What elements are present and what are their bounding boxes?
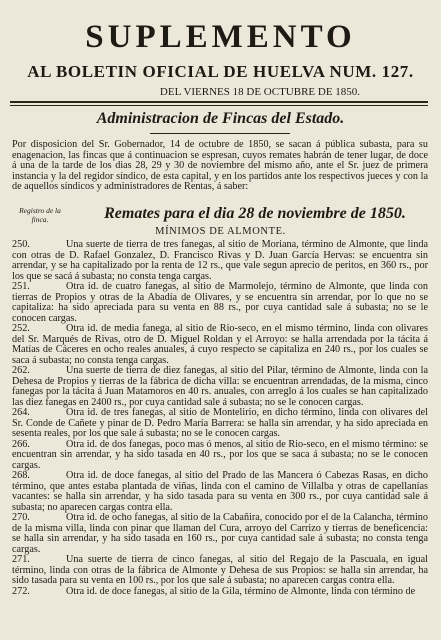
entry-text: Otra id. de doce fanegas, al sitio de la Gila, término de Almonte, linda con término de <box>66 585 416 597</box>
registry-number: 262. <box>12 365 30 376</box>
registry-number: 270. <box>12 512 30 523</box>
header-rule-thick <box>10 101 428 103</box>
entry-text: Otra id. de ocho fanegas, al sitio de la Cabañira, conocido por el de la Calancha, término de la misma villa, linda con pinar que llaman del Cura, arroyo del Carrizo y tierras de beneficencia: se halla sin arrendar, y ha sido tasada en 160 rs., por cuya cantidad sale á subasta; no consta tenga cargas. <box>12 512 428 555</box>
entry-text: Otra id. de cuatro fanegas, al sitio de Marmolejo, término de Almonte, que linda con tierras de Propios y otras de la Abadía de Olivares, y se encuentra sin arrendar, por lo que no se capitaliza: ha sido apreciada para su venta en 88 rs., por cuya cantidad sale á subasta; no se le conocen cargas. <box>12 281 428 324</box>
intro-paragraph: Por disposicion del Sr. Gobernador, 14 de octubre de 1850, se sacan á pública subasta, para su enagenacion, las fincas que á continuacion se espresan, cuyos remates habrán de tener lugar, de doce á una de la tarde de los dias 28, 29 y 30 de noviembre del mismo año, ante el Sr. juez de primera instancia y la del regidor síndico, de esta capital, y en los partidos ante los respectivos jueces y con la de aquellos síndicos y administradores de Rentas, á saber: <box>12 139 428 193</box>
entry-text: Una suerte de tierra de tres fanegas, al sitio de Moriana, término de Almonte, que linda con otras de D. Rafael Gonzalez, D. Francisco Rivas y D. Juan García Hervas: se encuentra sin arrendar, y se ha capitalizado por la renta de 12 rs., que vale segun aprecio de peritos, en 360 rs., por los que se sacá á subasta; no consta tenga cargas. <box>12 239 428 282</box>
registry-number: 271. <box>12 554 30 565</box>
entry-text: Una suerte de tierra de cinco fanegas, al sitio del Regajo de la Pascuala, en igual término, linda con otras de la fábrica de Almonte y Dehesa de sus Propios: se halla sin arrendar, ha sido tasada para su venta en 100 rs., por los que sale á subasta; no aparecen cargas contra ella. <box>12 554 428 586</box>
supplement-title: SUPLEMENTO <box>85 19 356 55</box>
registry-margin-label: Registro de la finca. <box>19 206 61 224</box>
place-heading: MÍNIMOS DE ALMONTE. <box>155 226 286 237</box>
registry-number: 268. <box>12 470 30 481</box>
registry-number: 250. <box>12 239 30 250</box>
entry-text: Otra id. de media fanega, al sitio de Rio-seco, en el mismo término, linda con olivares del Sr. Marqués de Rivas, otro de D. Miguel Roldan y el Arroyo: se halla arrendada por la tácita á Matías de Cáceres en ocho reales anuales, á cuyo respecto se capitaliza en 240 rs., por los cuales se saca á subasta; no consta tenga cargas. <box>12 323 428 366</box>
registry-number: 251. <box>12 281 30 292</box>
list-item <box>12 513 428 555</box>
entries-list <box>12 240 428 597</box>
dateline: DEL VIERNES 18 DE OCTUBRE DE 1850. <box>159 86 361 98</box>
list-item <box>12 282 428 324</box>
bulletin-subtitle: AL BOLETIN OFICIAL DE HUELVA NUM. 127. <box>27 62 414 81</box>
registry-number: 266. <box>12 438 30 450</box>
list-item <box>12 471 428 513</box>
auction-heading: Remates para el dia 28 de noviembre de 1850. <box>104 205 406 222</box>
registry-number: 252. <box>12 323 30 334</box>
entry-text: Una suerte de tierra de diez fanegas, al sitio del Pilar, término de Almonte, linda con la Dehesa de Propios y tierras de la fábrica de dicha villa: se encuentran arrendadas, de la misma, cinco fanegas por la tácita á Juan Matamoros en 40 rs. anuales, con arreglo á los cuales se han capitalizado las diez fanegas en 2400 rs., por cuya cantidad sale á subasta; no se le conocen cargas. <box>12 365 428 408</box>
entry-text: Otra id. de dos fanegas, poco mas ó menos, al sitio de Rio-seco, en el mismo término: se encuentran sin arrendar, y ha sido tasada en 40 rs., por los que se saca á subasta; no se le conocen cargas. <box>12 438 428 471</box>
registry-number: 272. <box>12 585 30 597</box>
list-item <box>12 555 428 587</box>
list-item <box>12 408 428 440</box>
list-item <box>12 324 428 366</box>
header-rule-thin <box>10 105 428 106</box>
entry-text: Otra id. de doce fanegas, al sitio del Prado de las Mancera ó Cabezas Rasas, en dicho término, que antes estaba plantada de viñas, linda con el camino de Villalba y otras de capellanías vacantes: se halla sin arrendar, y ha sido tasada para su venta en 300 rs., por cuya cantidad sale á subasta; no aparecen cargas contra ella. <box>12 470 428 513</box>
entry-text: Otra id. de tres fanegas, al sitio de Montelirio, en dicho término, linda con olivares del Sr. Conde de Cañete y pinar de D. Pedro María Barrera: se halla sin arrendar, y ha sido apreciada en sesenta reales, por los que sale á subasta; no se le conocen cargas. <box>12 407 428 439</box>
section-rule <box>150 133 290 134</box>
list-item <box>12 240 428 282</box>
list-item <box>12 366 428 408</box>
list-item <box>12 440 428 472</box>
list-item <box>12 587 428 598</box>
registry-number: 264. <box>12 407 30 418</box>
section-title: Administracion de Fincas del Estado. <box>96 110 345 127</box>
